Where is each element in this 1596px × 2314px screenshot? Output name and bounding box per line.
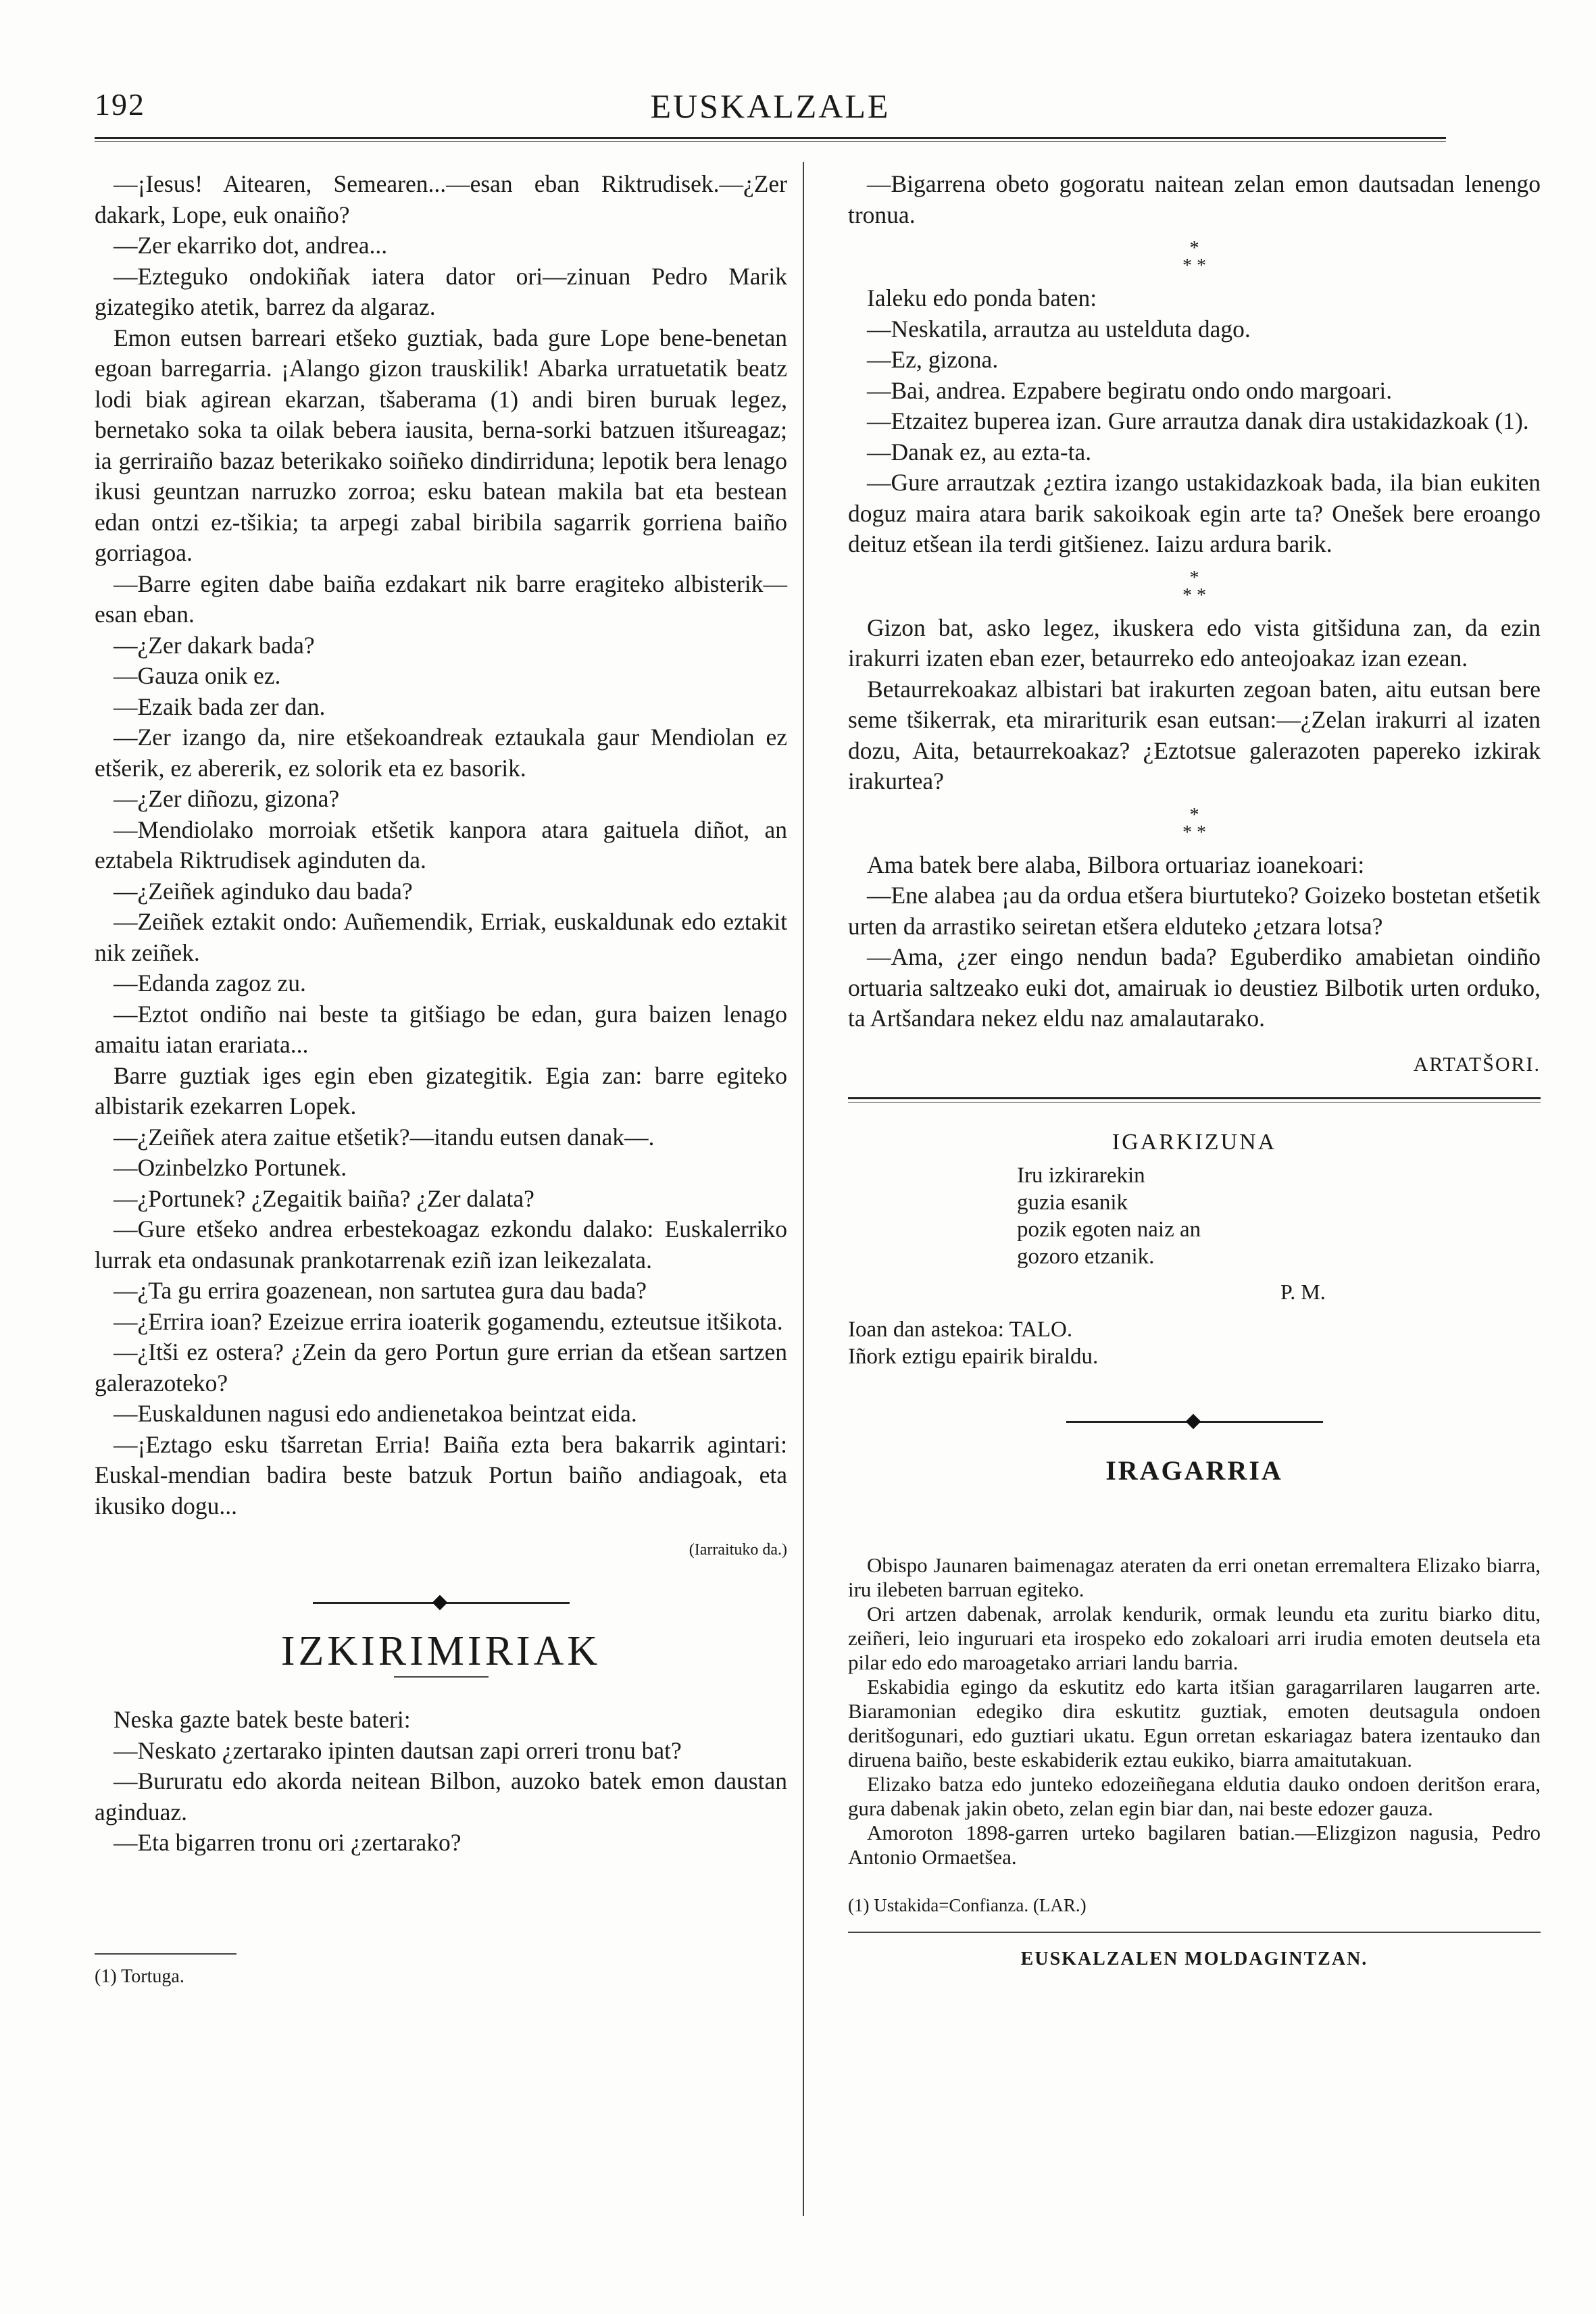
- header-rule: [95, 137, 1446, 139]
- paragraph: —Eztot ondiño nai beste ta gitšiago be edan, gura baizen lenago amaitu iatan erariata...: [95, 1000, 787, 1058]
- asterism: * * *: [1182, 238, 1206, 276]
- paragraph: —¡Iesus! Aitearen, Semearen...—esan eban Riktrudisek.—¿Zer dakark, Lope, euk onaiño?: [95, 170, 787, 228]
- signature: ARTATŠORI.: [1413, 1053, 1541, 1076]
- asterism: * * *: [1182, 804, 1206, 843]
- paragraph: —Ezteguko ondokiñak iatera dator ori—zinuan Pedro Marik gizategiko atetik, barrez da algaraz.: [95, 262, 787, 320]
- paragraph: —Bai, andrea. Ezpabere begiratu ondo ondo margoari.: [867, 376, 1393, 404]
- asterism: * * *: [1182, 567, 1206, 606]
- line: Iru izkirarekin: [1017, 1163, 1145, 1188]
- paragraph: —Danak ez, au ezta-ta.: [867, 438, 1092, 466]
- footnote: (1) Tortuga.: [95, 1965, 184, 1987]
- paragraph: —Neskatila, arrautza au ustelduta dago.: [867, 315, 1251, 343]
- paragraph: Barre guztiak iges egin eben gizategitik. Egia zan: barre egiteko albistarik ezekarren Lopek.: [95, 1061, 787, 1120]
- continued-note: (Iarraituko da.): [689, 1541, 787, 1559]
- riddle: [848, 1162, 1541, 1385]
- paragraph: Amoroton 1898-garren urteko bagilaren batian.—Elizgizon nagusia, Pedro Antonio Ormaetšea.: [848, 1821, 1541, 1869]
- paragraph: —¿Itši ez ostera? ¿Zein da gero Portun gure errian da etšean sartzen galerazoteko?: [95, 1338, 787, 1397]
- paragraph: —¿Zeiñek aginduko dau bada?: [114, 877, 413, 905]
- ad-text: [848, 1553, 1541, 1869]
- paragraph: —¿Portunek? ¿Zegaitik baiña? ¿Zer dalata?: [114, 1184, 534, 1212]
- paragraph: —Bururatu edo akorda neitean Bilbon, auzoko batek emon daustan aginduaz.: [95, 1767, 787, 1826]
- short-rule: [394, 1676, 489, 1678]
- anecdote-text: [848, 169, 1541, 230]
- paragraph: —Edanda zagoz zu.: [114, 970, 306, 997]
- paragraph: —Zer ekarriko dot, andrea...: [114, 232, 388, 259]
- ornament-divider: [313, 1596, 570, 1609]
- paragraph: Obispo Jaunaren baimenagaz ateraten da erri onetan erremaltera Elizako biarra, iru ilebeten barruan egiteko.: [848, 1553, 1541, 1601]
- paragraph: —Neskato ¿zertarako ipinten dautsan zapi orreri tronu bat?: [114, 1736, 682, 1764]
- column-divider: [803, 162, 804, 2216]
- paragraph: —Etzaitez buperea izan. Gure arrautza danak dira ustakidazkoak (1).: [867, 407, 1529, 434]
- paragraph: —Gure etšeko andrea erbestekoagaz ezkondu dalako: Euskalerriko lurrak eta ondasunak prankotarrenak eziñ izan leikezalata.: [95, 1215, 787, 1274]
- left-column: [95, 169, 787, 1988]
- paragraph: —Gauza onik ez.: [114, 662, 281, 689]
- footnote-rule: [95, 1953, 236, 1955]
- paragraph: —Zer izango da, nire etšekoandreak eztaukala gaur Mendiolan ez etšerik, ez abererik, ez solorik eta ez basorik.: [95, 724, 787, 782]
- paragraph: —¿Zer diñozu, gizona?: [114, 785, 340, 812]
- paragraph: Neska gazte batek beste bateri:: [114, 1706, 411, 1733]
- paragraph: Ialeku edo ponda baten:: [867, 284, 1097, 311]
- paragraph: Eskabidia egingo da eskutitz edo karta itšian garagarrilaren laugarren arte. Biaramonian edegiko dira eskutitz guztiak, emoten deutsagula ondoen deritšogunari, edo guztiari ukatu. Egun orretan eskariagaz batera izentauko dan diruena baiño, beste eskabiderik eztau eukiko, biarra amaitutakuan.: [848, 1675, 1541, 1771]
- line: pozik egoten naiz an: [1017, 1217, 1201, 1242]
- section-title: IZKIRIMIRIAK: [280, 1628, 601, 1674]
- line: Iñork eztigu epairik biraldu.: [848, 1344, 1099, 1369]
- paragraph: Emon eutsen barreari etšeko guztiak, bada gure Lope bene-benetan egoan barregarria. ¡Alango gizon trauskilik! Abarka urratuetatik beatz lodi biak agirean ekarzan, tšaberama (1) andi biren buruak legez, bernetako soka ta oilak bebera iausita, berna-sorki batzuen itšureagaz; ia gerriraiño bazaz beterikako soiñeko dindirriduna; lepotik bera lenago ikusi geuntzan narruzko zorroa; esku batean makila bat eta bestean edan ontzi ez-tšikia; ta arpegi zabal biribila sagarrik gorriena baiño gorriagoa.: [95, 324, 787, 566]
- printer-imprint: EUSKALZALEN MOLDAGINTZAN.: [1020, 1948, 1368, 1969]
- paragraph: Gizon bat, asko legez, ikuskera edo vista gitšiduna zan, da ezin irakurri izaten eban ezer, betaurreko edo anteojoakaz izan ezean.: [848, 613, 1541, 672]
- line: gozoro etzanik.: [1017, 1244, 1155, 1269]
- anecdote-text: [848, 283, 1541, 560]
- riddle-verse: [1017, 1162, 1201, 1270]
- paragraph: Ama batek bere alaba, Bilbora ortuariaz ioanekoari:: [867, 851, 1365, 878]
- footnote: (1) Ustakida=Confianza. (LAR.): [848, 1895, 1087, 1915]
- paragraph: —Ene alabea ¡au da ordua etšera biurtuteko? Goizeko bostetan etšetik urten da arrastiko seiretan etšera elduteko ¿etzara lotsa?: [848, 882, 1541, 940]
- header-rule-thin: [95, 141, 1446, 142]
- paragraph: Ori artzen dabenak, arrolak kendurik, ormak leundu eta zuritu biarko ditu, zeiñeri, leio inguruari eta irospeko edo zokaloari arri irudia emoten deutsela eta pilar edo edo maroagetako arriari landu barria.: [848, 1602, 1541, 1674]
- paragraph: —¿Ta gu errira goazenean, non sartutea gura dau bada?: [114, 1277, 647, 1304]
- paragraph: —Euskaldunen nagusi edo andienetakoa beintzat eida.: [114, 1400, 637, 1427]
- line: guzia esanik: [1017, 1190, 1128, 1215]
- right-column: [848, 169, 1541, 1975]
- ad-title: IRAGARRIA: [1105, 1455, 1283, 1486]
- anecdote-text: [95, 1705, 787, 1859]
- riddle-initials: P. M.: [1280, 1279, 1326, 1304]
- paragraph: —Barre egiten dabe baiña ezdakart nik barre eragiteko albisterik—esan eban.: [95, 570, 787, 628]
- paragraph: —Ezaik bada zer dan.: [114, 693, 326, 720]
- paragraph: —Gure arrautzak ¿eztira izango ustakidazkoak bada, ila bian eukiten doguz maira atara barik sakoikoak egin arte ta? Onešek bere eroango deituz etšean ila terdi gitšienez. Iaizu ardura barik.: [848, 469, 1541, 557]
- paragraph: —Zeiñek eztakit ondo: Auñemendik, Erriak, euskaldunak edo eztakit nik zeiñek.: [95, 908, 787, 966]
- page-number: 192: [95, 87, 145, 122]
- ornament-divider: [1066, 1415, 1323, 1428]
- story-text: [95, 169, 787, 1521]
- paragraph: —¿Errira ioan? Ezeizue errira ioaterik gogamendu, ezteutsue itšikota.: [114, 1307, 783, 1335]
- page-header: [95, 86, 1446, 134]
- paragraph: —¿Zer dakark bada?: [114, 631, 315, 659]
- anecdote-text: [848, 850, 1541, 1034]
- bottom-rule: [848, 1932, 1541, 1933]
- paragraph: —¡Eztago esku tšarretan Erria! Baiña ezta bera bakarrik agintari: Euskal-mendian badira beste batzuk Portun baiño andiagoak, eta ikusiko dogu...: [95, 1430, 787, 1519]
- paragraph: Betaurrekoakaz albistari bat irakurten zegoan baten, aitu eutsan bere seme tšikerrak, eta mirariturik esan eutsan:—¿Zelan irakurri al izaten dozu, Aita, betaurrekoakaz? ¿Eztotsue galerazoten papereko izkirak irakurtea?: [848, 675, 1541, 795]
- line: Ioan dan astekoa: TALO.: [848, 1317, 1073, 1342]
- anecdote-text: [848, 613, 1541, 797]
- paragraph: —Mendiolako morroiak etšetik kanpora atara gaituela diñot, an eztabela Riktrudisek aginduten da.: [95, 815, 787, 874]
- double-rule: [848, 1097, 1541, 1103]
- paragraph: —Bigarrena obeto gogoratu naitean zelan emon dautsadan lenengo tronua.: [848, 170, 1541, 228]
- paragraph: —¿Zeiñek atera zaitue etšetik?—itandu eutsen danak—.: [114, 1123, 655, 1151]
- paragraph: —Ez, gizona.: [867, 346, 999, 373]
- paragraph: Elizako batza edo junteko edozeiñegana eldutia dauko ondoen deritšon erara, gura dabenak jakin obeto, zelan egin biar dan, nai beste edozer gauza.: [848, 1772, 1541, 1820]
- riddle-title: IGARKIZUNA: [1112, 1130, 1277, 1155]
- paragraph: —Ama, ¿zer eingo nendun bada? Eguberdiko amabietan oindiño ortuaria saltzeako euki dot, amairuak io deustiez Bilbotik urten orduko, ta Artšandara nekez eldu naz amalautarako.: [848, 943, 1541, 1032]
- riddle-answer: [848, 1316, 1098, 1370]
- running-title: EUSKALZALE: [650, 87, 891, 125]
- paragraph: —Eta bigarren tronu ori ¿zertarako?: [114, 1829, 462, 1856]
- paragraph: —Ozinbelzko Portunek.: [114, 1154, 347, 1181]
